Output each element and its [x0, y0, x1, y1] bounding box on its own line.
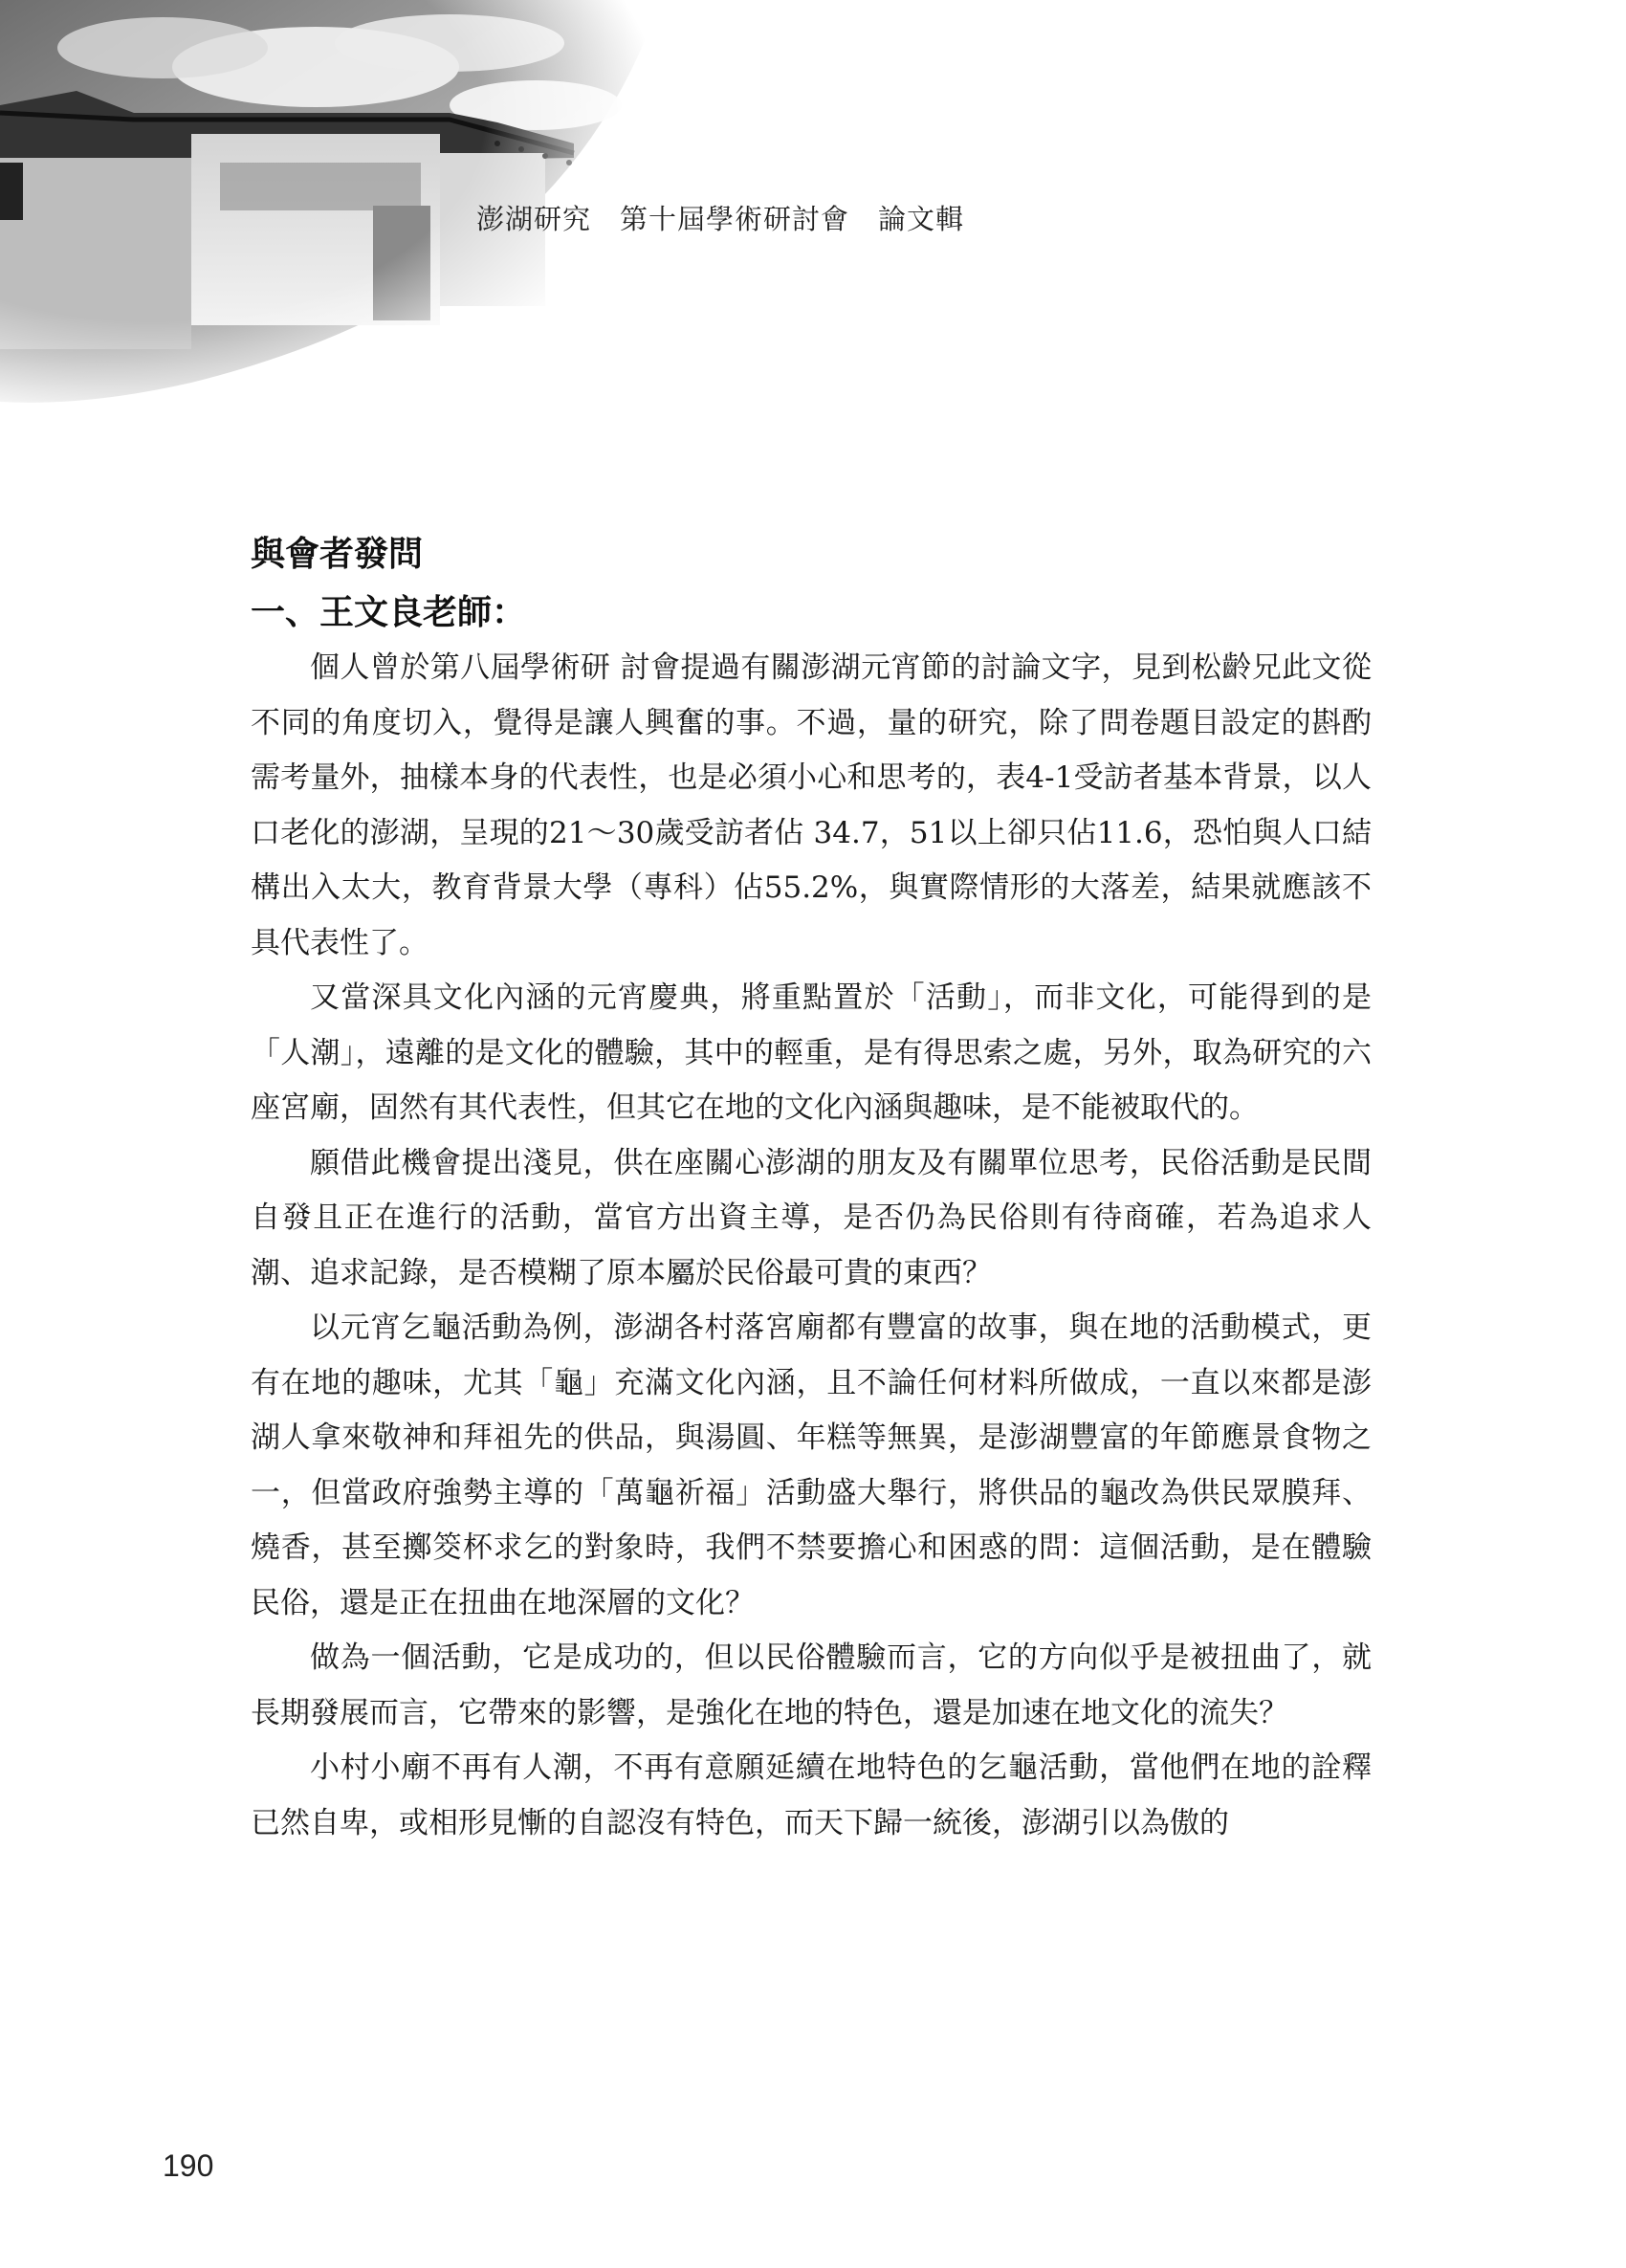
page-number: 190	[163, 2148, 214, 2183]
section-heading: 與會者發問	[251, 535, 424, 574]
body-text	[251, 641, 1372, 1851]
paragraph: 又當深具文化內涵的元宵慶典，將重點置於「活動」，而非文化，可能得到的是「人潮」，遠離的是文化的體驗，其中的輕重，是有得思索之處，另外，取為研究的六座宮廟，固然有其代表性，但其它在地的文化內涵與趣味，是不能被取代的。	[251, 980, 1372, 1125]
paragraph: 以元宵乞龜活動為例，澎湖各村落宮廟都有豐富的故事，與在地的活動模式，更有在地的趣味，尤其「龜」充滿文化內涵，且不論任何材料所做成，一直以來都是澎湖人拿來敬神和拜祖先的供品，與湯圓、年糕等無異，是澎湖豐富的年節應景食物之一，但當政府強勢主導的「萬龜祈福」活動盛大舉行，將供品的龜改為供民眾膜拜、燒香，甚至擲筊杯求乞的對象時，我們不禁要擔心和困惑的問：這個活動，是在體驗民俗，還是正在扭曲在地深層的文化？	[251, 1310, 1372, 1620]
speaker-subheading: 一、王文良老師：	[251, 593, 527, 632]
running-header-title: 澎湖研究 第十屆學術研討會 論文輯	[476, 203, 965, 235]
paragraph: 做為一個活動，它是成功的，但以民俗體驗而言，它的方向似乎是被扭曲了，就長期發展而言，它帶來的影響，是強化在地的特色，還是加速在地文化的流失？	[251, 1640, 1372, 1730]
paragraph: 願借此機會提出淺見，供在座關心澎湖的朋友及有關單位思考，民俗活動是民間自發且正在進行的活動，當官方出資主導，是否仍為民俗則有待商確，若為追求人潮、追求記錄，是否模糊了原本屬於民俗最可貴的東西？	[251, 1145, 1372, 1290]
paragraph: 小村小廟不再有人潮，不再有意願延續在地特色的乞龜活動，當他們在地的詮釋已然自卑，或相形見慚的自認沒有特色，而天下歸一統後，澎湖引以為傲的	[251, 1751, 1372, 1840]
paragraph: 個人曾於第八屆學術研 討會提過有關澎湖元宵節的討論文字，見到松齡兄此文從不同的角度切入，覺得是讓人興奮的事。不過，量的研究，除了問卷題目設定的斟酌需考量外，抽樣本身的代表性，也是必須小心和思考的，表4-1受訪者基本背景，以人口老化的澎湖，呈現的21～30歲受訪者佔 34.7，51以上卻只佔11.6，恐怕與人口結構出入太大，教育背景大學（專科）佔55.2%，與實際情形的大落差，結果就應該不具代表性了。	[251, 650, 1372, 960]
